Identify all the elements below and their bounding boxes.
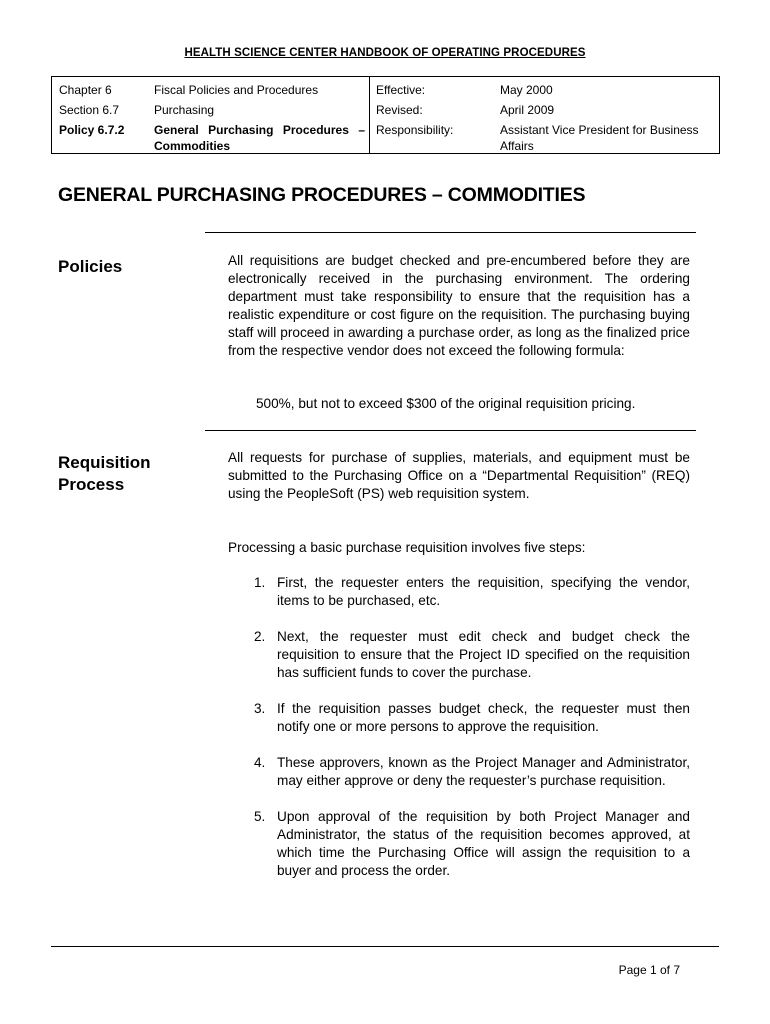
section-label: Section 6.7 [59,103,120,117]
step-text: If the requisition passes budget check, the requester must then notify one or more persons to approve the requisition. [277,701,690,734]
pricing-formula: 500%, but not to exceed $300 of the original requisition pricing. [256,396,636,411]
responsibility-value: Assistant Vice President for Business Affairs [500,123,699,153]
list-item [228,700,690,736]
responsibility-label: Responsibility: [376,123,454,137]
step-number: 4. [254,755,266,770]
requisition-heading: Requisition Process [58,453,151,494]
page-number: Page 1 of 7 [618,963,680,977]
footer-rule [51,946,719,947]
step-text: Upon approval of the requisition by both Project Manager and Administrator, the status of the requisition becomes approved, at which time the Purchasing Office will assign the requisition to a buyer and process the order. [277,809,690,878]
handbook-header: HEALTH SCIENCE CENTER HANDBOOK OF OPERATING PROCEDURES [184,47,586,59]
step-number: 1. [254,575,266,590]
step-text: Next, the requester must edit check and budget check the requisition to ensure that the Project ID specified on the requisition has sufficient funds to cover the purchase. [277,629,690,680]
list-item [228,754,690,790]
chapter-value: Fiscal Policies and Procedures [154,83,319,97]
policies-text: All requisitions are budget checked and pre-encumbered before they are electronically received in the purchasing environment. The ordering department must take responsibility to ensure that the requisition has a realistic expenditure or cost figure on the requisition. The purchasing buying staff will proceed in awarding a purchase order, as long as the finalized price from the respective vendor does not exceed the following formula: [228,253,690,358]
chapter-label: Chapter 6 [59,83,112,97]
section-rule [205,232,696,233]
section-rule [205,430,696,431]
policy-value: General Purchasing Procedures – Commodities [154,123,365,153]
policies-heading: Policies [58,257,123,276]
revised-value: April 2009 [500,103,555,117]
step-text: These approvers, known as the Project Manager and Administrator, may either approve or deny the requester’s purchase requisition. [277,755,690,788]
effective-value: May 2000 [500,83,553,97]
step-number: 2. [254,629,266,644]
list-item [228,574,690,610]
step-text: First, the requester enters the requisition, specifying the vendor, items to be purchased, etc. [277,575,690,608]
steps-intro: Processing a basic purchase requisition involves five steps: [228,540,586,555]
list-item [228,808,690,880]
table-divider [369,77,370,153]
policy-info-table [51,76,720,154]
effective-label: Effective: [376,83,426,97]
requisition-steps-list [228,574,690,880]
document-title: GENERAL PURCHASING PROCEDURES – COMMODITIES [58,184,586,206]
policy-label: Policy 6.7.2 [59,123,125,137]
step-number: 5. [254,809,266,824]
requisition-intro: All requests for purchase of supplies, materials, and equipment must be submitted to the Purchasing Office on a “Departmental Requisition” (REQ) using the PeopleSoft (PS) web requisition system. [228,450,690,501]
section-value: Purchasing [154,103,215,117]
step-number: 3. [254,701,266,716]
list-item [228,628,690,682]
revised-label: Revised: [376,103,423,117]
